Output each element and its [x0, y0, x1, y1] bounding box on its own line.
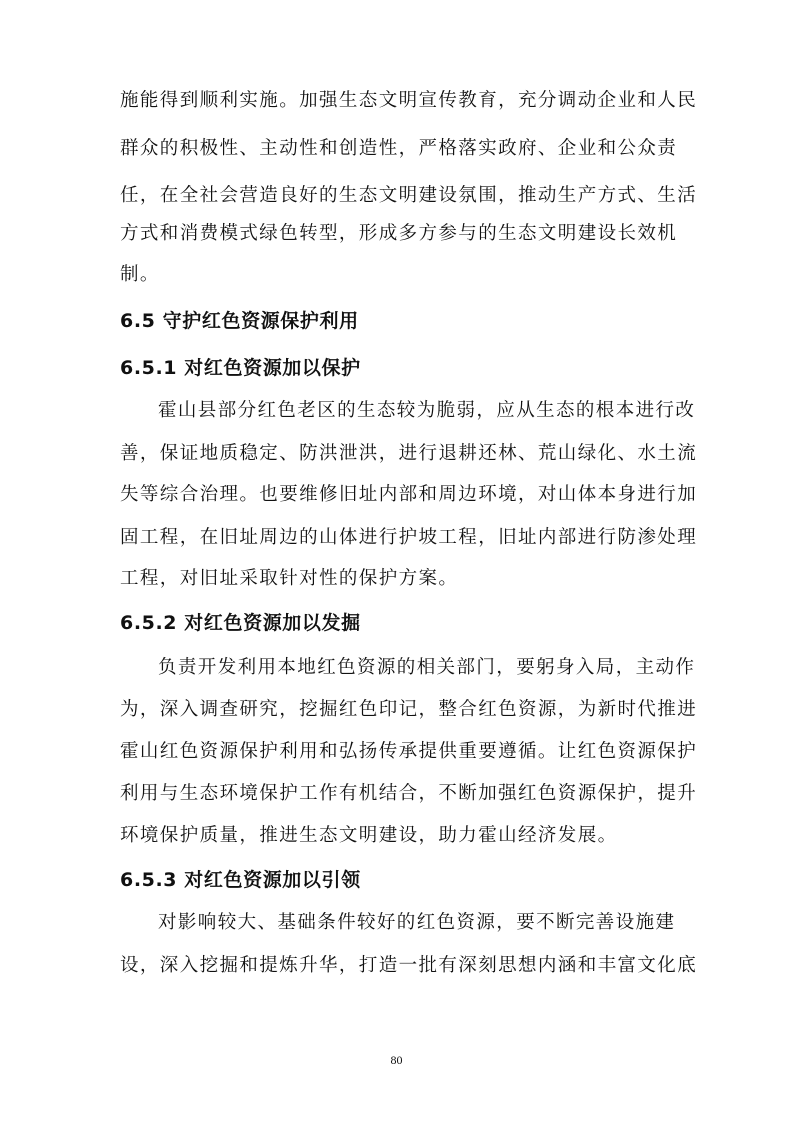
page-number: 80: [390, 1053, 403, 1067]
body-text-line: 霍山县部分红色老区的生态较为脆弱，应从生态的根本进行改: [158, 400, 696, 421]
body-text-line: 霍山红色资源保护利用和弘扬传承提供重要遵循。让红色资源保护: [120, 741, 698, 762]
body-text-line: 任，在全社会营造良好的生态文明建设氛围，推动生产方式、生活: [120, 185, 698, 206]
section-heading-6-5-1: 6.5.1 对红色资源加以保护: [120, 357, 361, 379]
body-text-line: 设，深入挖掘和提炼升华，打造一批有深刻思想内涵和丰富文化底: [120, 955, 698, 976]
body-text-line: 固工程，在旧址周边的山体进行护坡工程，旧址内部进行防渗处理: [120, 527, 698, 548]
body-text-line: 善，保证地质稳定、防洪泄洪，进行退耕还林、荒山绿化、水土流: [120, 443, 698, 464]
section-heading-6-5: 6.5 守护红色资源保护利用: [120, 310, 359, 332]
body-text-line: 制。: [120, 264, 160, 285]
body-text-line: 施能得到顺利实施。加强生态文明宣传教育，充分调动企业和人民: [120, 90, 698, 111]
body-text-line: 对影响较大、基础条件较好的红色资源，要不断完善设施建: [158, 912, 676, 933]
body-text-line: 方式和消费模式绿色转型，形成多方参与的生态文明建设长效机: [120, 223, 678, 244]
section-heading-6-5-3: 6.5.3 对红色资源加以引领: [120, 869, 361, 891]
body-text-line: 利用与生态环境保护工作有机结合，不断加强红色资源保护，提升: [120, 783, 698, 804]
section-heading-6-5-2: 6.5.2 对红色资源加以发掘: [120, 612, 361, 634]
body-text-line: 负责开发利用本地红色资源的相关部门，要躬身入局，主动作: [158, 657, 696, 678]
body-text-line: 为，深入调查研究，挖掘红色印记，整合红色资源，为新时代推进: [120, 699, 698, 720]
body-text-line: 群众的积极性、主动性和创造性，严格落实政府、企业和公众责: [120, 138, 678, 159]
body-text-line: 失等综合治理。也要维修旧址内部和周边环境，对山体本身进行加: [120, 484, 698, 505]
body-text-line: 工程，对旧址采取针对性的保护方案。: [120, 568, 459, 589]
body-text-line: 环境保护质量，推进生态文明建设，助力霍山经济发展。: [120, 825, 618, 846]
